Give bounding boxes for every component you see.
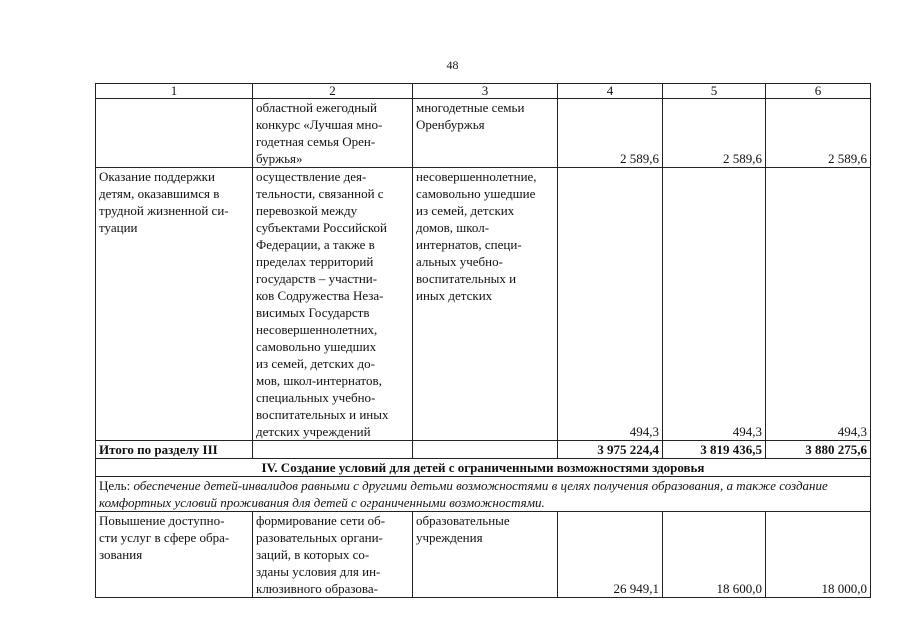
column-header: 2 <box>253 84 413 99</box>
value-cell: 26 949,1 <box>558 512 663 598</box>
goal-cell <box>96 477 871 512</box>
table-row <box>96 512 871 598</box>
value-cell: 494,3 <box>558 168 663 441</box>
total-value: 3 975 224,4 <box>558 441 663 459</box>
total-label: Итого по разделу III <box>96 441 253 459</box>
total-value: 3 819 436,5 <box>663 441 766 459</box>
activity-cell: Оказание поддержки детям, оказавшимся в трудной жизненной си- туации <box>96 168 253 441</box>
activity-cell: Повышение доступно- сти услуг в сфере обра- зования <box>96 512 253 598</box>
table-header-row <box>96 84 871 99</box>
column-header: 5 <box>663 84 766 99</box>
target-group-cell: образовательные учреждения <box>413 512 558 598</box>
goal-prefix: Цель: <box>99 478 134 493</box>
total-row <box>96 441 871 459</box>
goal-row <box>96 477 871 512</box>
table-row <box>96 168 871 441</box>
empty-cell <box>413 441 558 459</box>
page-number: 48 <box>446 58 459 72</box>
value-cell: 2 589,6 <box>558 99 663 168</box>
column-header: 6 <box>766 84 871 99</box>
value-cell: 18 600,0 <box>663 512 766 598</box>
empty-cell <box>253 441 413 459</box>
column-header: 1 <box>96 84 253 99</box>
column-header: 4 <box>558 84 663 99</box>
activity-cell <box>96 99 253 168</box>
target-group-cell: несовершеннолетние, самовольно ушедшие из семей, детских домов, школ- интернатов, специ- альных учебно- воспитательных и иных детских <box>413 168 558 441</box>
target-group-cell: многодетные семьи Оренбуржья <box>413 99 558 168</box>
measure-cell: формирование сети об- разовательных органи- заций, в которых со- зданы условия для ин- клюзивного образова- <box>253 512 413 598</box>
section-title-row <box>96 459 871 477</box>
measure-cell: областной ежегодный конкурс «Лучшая мно- годетная семья Орен- буржья» <box>253 99 413 168</box>
section-title: IV. Создание условий для детей с ограниченными возможностями здоровья <box>96 459 871 477</box>
program-table <box>95 83 871 598</box>
value-cell: 494,3 <box>663 168 766 441</box>
measure-cell: осуществление дея- тельности, связанной с перевозкой между субъектами Российской Федерации, а также в пределах территорий государств – участни- ков Содружества Неза- висимых Государств несовершеннолетних, самовольно ушедших из семей, детских до- мов, школ-интернатов, специальных учебно- воспитательных и иных детских учреждений <box>253 168 413 441</box>
goal-text: обеспечение детей-инвалидов равными с другими детьми возможностями в целях получения образования, а также создание комфортных условий проживания для детей с ограниченными возможностями. <box>99 478 828 510</box>
column-header: 3 <box>413 84 558 99</box>
table-row <box>96 99 871 168</box>
value-cell: 2 589,6 <box>663 99 766 168</box>
total-value: 3 880 275,6 <box>766 441 871 459</box>
value-cell: 18 000,0 <box>766 512 871 598</box>
value-cell: 2 589,6 <box>766 99 871 168</box>
value-cell: 494,3 <box>766 168 871 441</box>
